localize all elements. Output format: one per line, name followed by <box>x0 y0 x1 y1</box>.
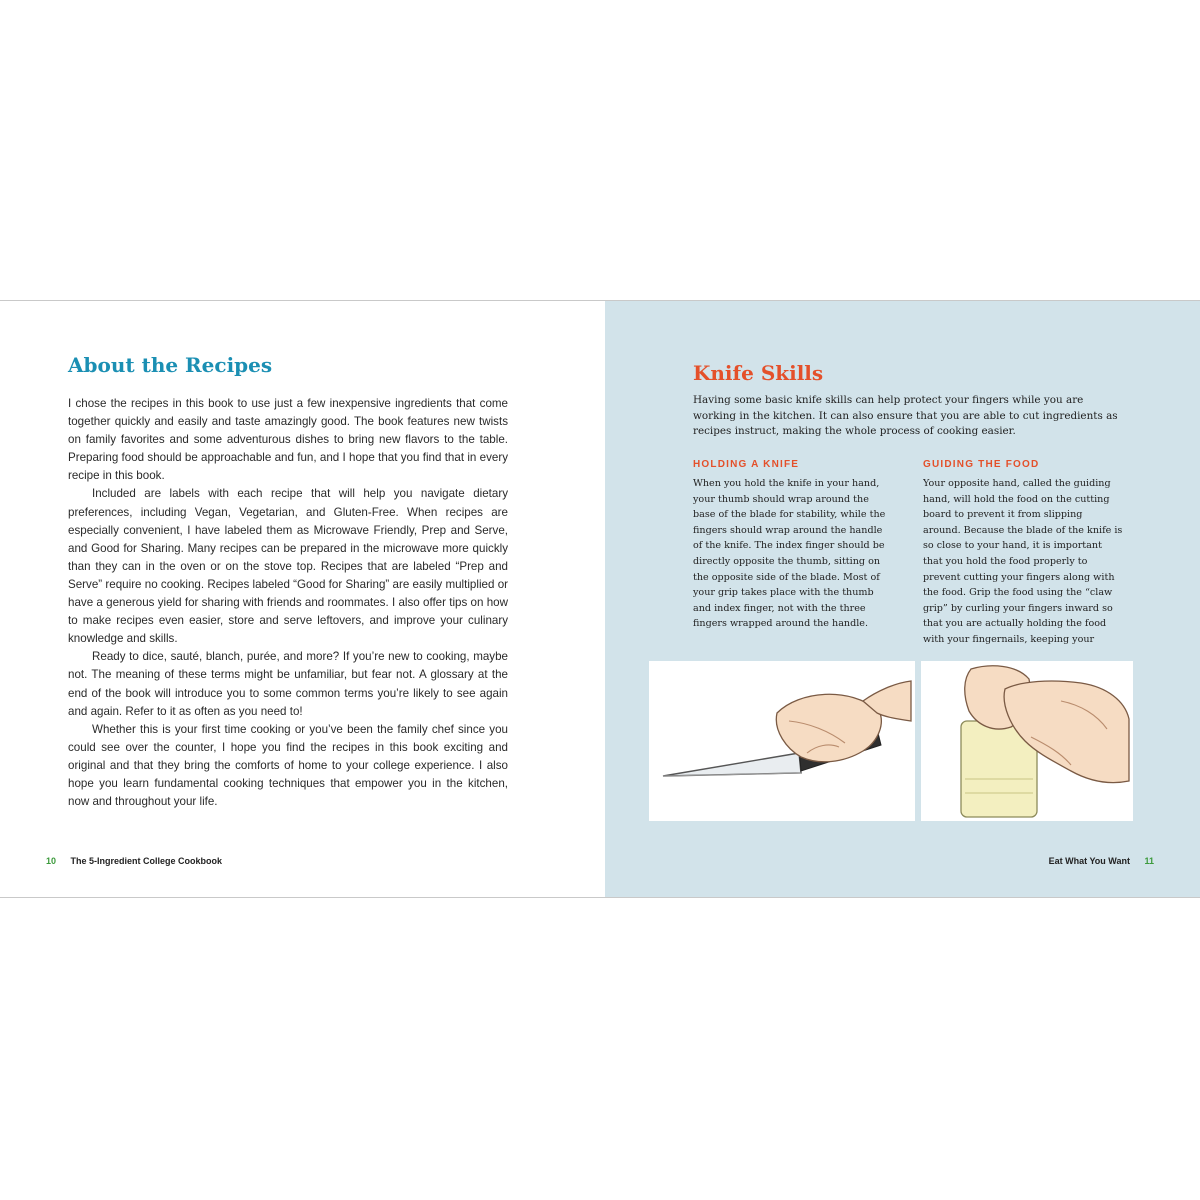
knife-grip-illustration <box>649 661 915 821</box>
holding-knife-column <box>693 459 893 632</box>
paragraph: Whether this is your first time cooking or you’ve been the family chef since you could see over the counter, I hope you find the recipes in this book exciting and original and that they bring the comforts of home to your college experience. I also hope you learn fundamental cooking techniques that empower you in the kitchen, now and throughout your life. <box>68 722 508 809</box>
guiding-food-text: Your opposite hand, called the guiding hand, will hold the food on the cutting board to prevent it from slipping around. Because the blade of the knife is so close to your hand, it is important that you hold the food properly to prevent cutting your fingers along with the food. Grip the food using the “claw grip” by curling your fingers inward so that you are actually holding the food with your fingernails, keeping your <box>923 478 1123 645</box>
guiding-food-column <box>923 459 1123 646</box>
right-running-title: Eat What You Want <box>1048 856 1130 866</box>
knife-skills-intro: Having some basic knife skills can help protect your fingers while you are working in the kitchen. It can also ensure that you are able to cut ingredients as recipes instruct, making the whole process of cooking easier. <box>693 394 1118 438</box>
claw-hand-drawing <box>921 661 1133 821</box>
claw-grip-illustration <box>921 661 1133 821</box>
left-page-number: 10 <box>46 856 57 866</box>
book-spread <box>0 300 1200 898</box>
left-page-body <box>68 395 508 811</box>
right-page <box>605 301 1200 897</box>
guiding-food-heading: GUIDING THE FOOD <box>923 459 1040 470</box>
paragraph: Included are labels with each recipe that will help you navigate dietary preferences, including Vegan, Vegetarian, and Gluten-Free. When recipes are especially convenient, I have labeled them as Microwave Friendly, Prep and Serve, and Good for Sharing. Many recipes can be prepared in the microwave more quickly than they can in the oven or on the stove top. Recipes that are labeled “Prep and Serve” require no cooking. Recipes labeled “Good for Sharing” are easily multiplied or have a generous yield for sharing with friends and roommates. I also offer tips on how to make recipes even easier, store and serve leftovers, and improve your culinary knowledge and skills. <box>68 487 508 646</box>
holding-knife-heading: HOLDING A KNIFE <box>693 459 800 470</box>
knife-hand-drawing <box>649 661 915 821</box>
left-page-title: About the Recipes <box>68 353 273 377</box>
holding-knife-text: When you hold the knife in your hand, your thumb should wrap around the base of the blade for stability, while the fingers should wrap around the handle of the knife. The index finger should be directly opposite the thumb, sitting on the opposite side of the blade. Most of your grip takes place with the thumb and index finger, not with the three fingers wrapped around the handle. <box>693 478 886 630</box>
paragraph: Ready to dice, sauté, blanch, purée, and more? If you’re new to cooking, maybe not. The meaning of these terms might be unfamiliar, but fear not. A glossary at the end of the book will introduce you to some common terms you’re likely to see again and again. Refer to it as often as you need to! <box>68 650 508 718</box>
right-folio <box>1049 856 1154 866</box>
left-folio <box>46 856 222 866</box>
paragraph: I chose the recipes in this book to use just a few inexpensive ingredients that come together quickly and easily and taste amazingly good. The book features new twists on family favorites and some adventurous dishes to bring new flavors to the table. Preparing food should be approachable and fun, and I hope that you find that in every recipe in this book. <box>68 397 508 483</box>
right-page-title: Knife Skills <box>693 361 824 385</box>
left-page <box>0 301 605 897</box>
right-page-number: 11 <box>1144 856 1154 866</box>
left-running-title: The 5-Ingredient College Cookbook <box>70 856 223 866</box>
